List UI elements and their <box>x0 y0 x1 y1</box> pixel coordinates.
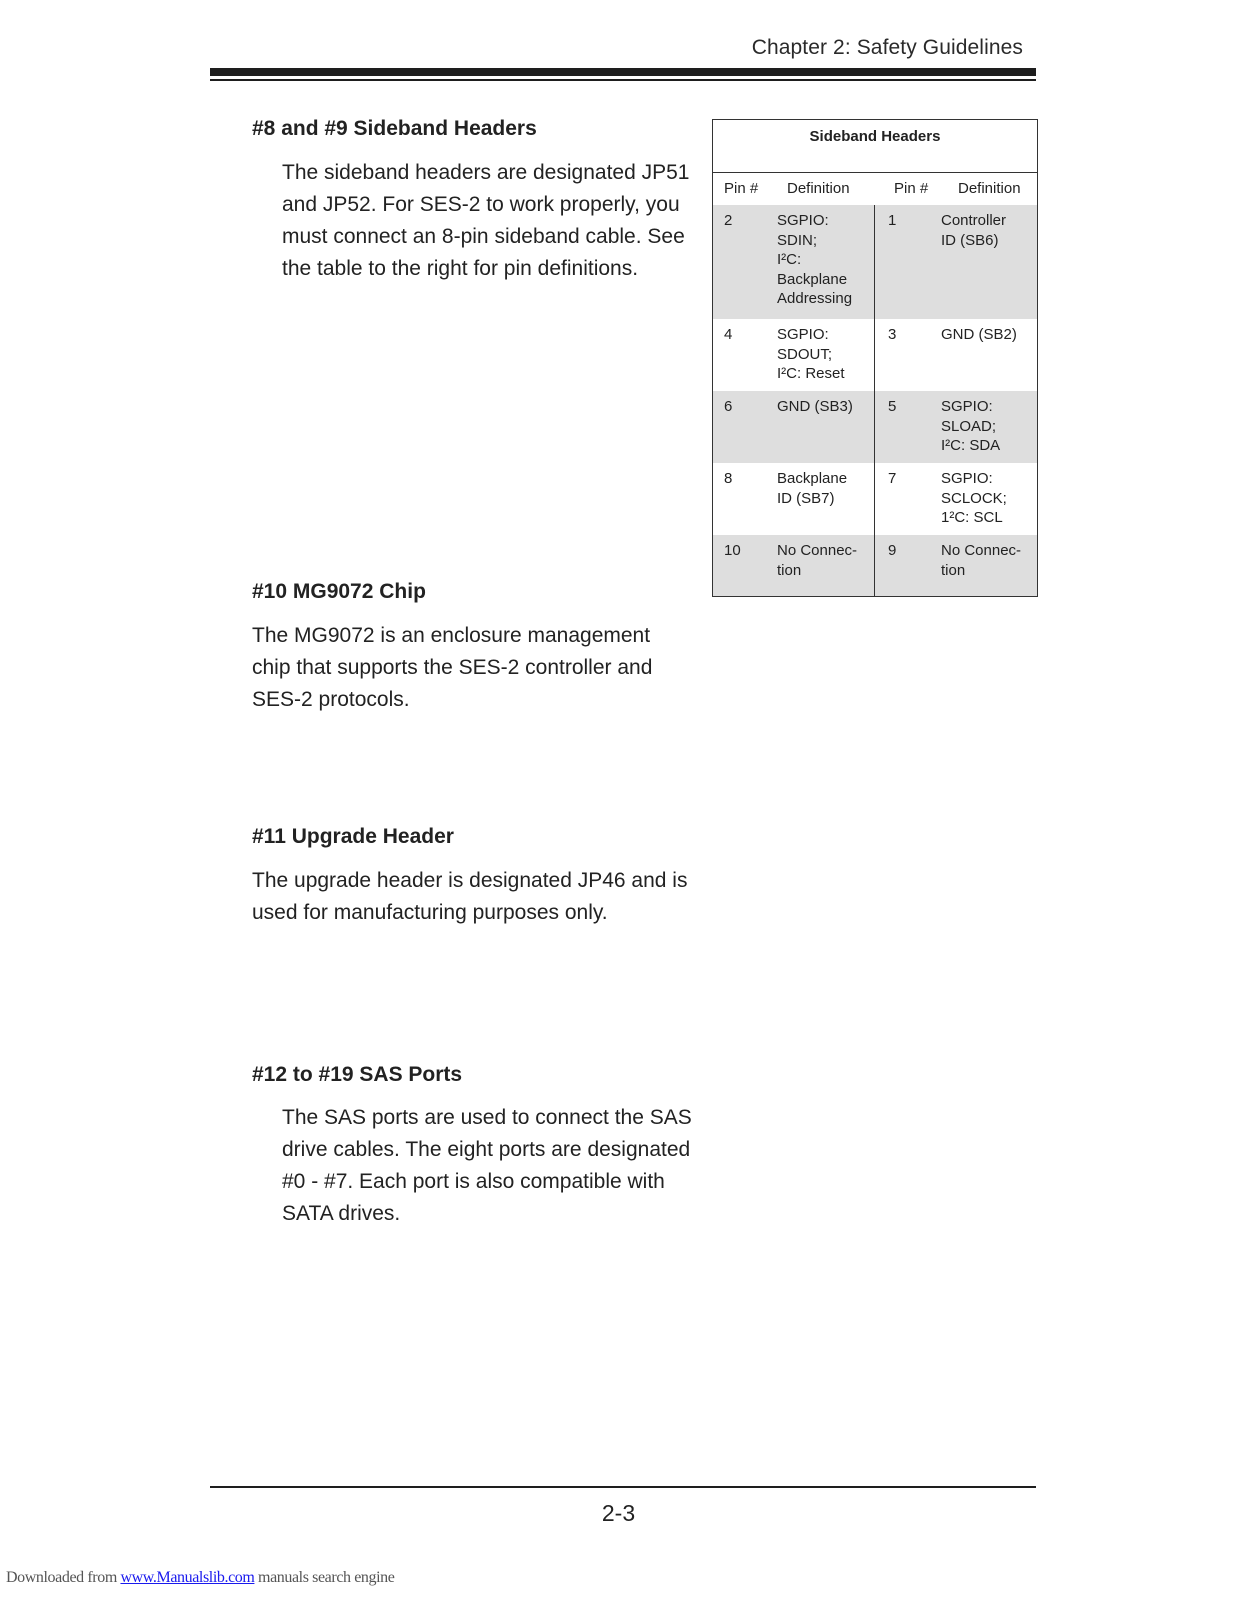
definition-cell <box>777 469 847 508</box>
body-line: The upgrade header is designated JP46 and is <box>252 869 688 892</box>
pin-number-cell: 10 <box>724 542 741 559</box>
table-row <box>713 391 1037 463</box>
section-title-sas-ports: #12 to #19 SAS Ports <box>252 1063 463 1086</box>
pin-number-cell: 1 <box>888 212 897 229</box>
manualslib-link[interactable]: www.Manualslib.com <box>120 1569 255 1586</box>
table-row <box>713 535 1037 596</box>
body-line: The MG9072 is an enclosure management <box>252 624 651 647</box>
pin-number-cell: 4 <box>724 326 733 343</box>
body-line: The SAS ports are used to connect the SAS <box>282 1106 692 1129</box>
pin-number-cell: 6 <box>724 398 733 415</box>
definition-cell <box>777 325 845 384</box>
definition-cell <box>941 397 1000 456</box>
section-title-upgrade-header: #11 Upgrade Header <box>252 825 454 848</box>
definition-line: Backplane <box>777 270 848 288</box>
pin-number-cell: 2 <box>724 212 733 229</box>
body-line: chip that supports the SES-2 controller and <box>252 656 653 679</box>
table-row <box>713 319 1037 391</box>
definition-cell <box>777 541 857 580</box>
column-header-pin-a: Pin # <box>724 180 759 197</box>
definition-line: ID (SB7) <box>777 489 835 507</box>
download-note-suffix: manuals search engine <box>254 1569 395 1586</box>
page-number: 2-3 <box>601 1500 636 1526</box>
download-note <box>6 1569 394 1587</box>
definition-cell <box>941 469 1007 528</box>
column-header-definition-b: Definition <box>958 180 1021 197</box>
body-line: and JP52. For SES-2 to work properly, you <box>282 193 680 216</box>
definition-line: SCLOCK; <box>941 489 1007 507</box>
pin-number-cell: 7 <box>888 470 897 487</box>
definition-line: Controller <box>941 212 1007 229</box>
definition-line: I²C: Reset <box>777 365 845 382</box>
section-body-upgrade-header <box>252 865 702 929</box>
table-title-rule <box>713 172 1037 173</box>
sideband-headers-table <box>712 119 1038 597</box>
definition-line: No Connec- <box>941 542 1022 559</box>
section-title-sideband-headers: #8 and #9 Sideband Headers <box>252 117 537 140</box>
table-row <box>713 463 1037 535</box>
header-rule-thick <box>210 68 1036 76</box>
table-column-divider <box>874 205 875 596</box>
footer-rule <box>210 1486 1036 1488</box>
section-body-sideband-headers <box>282 157 702 285</box>
section-title-mg9072-chip: #10 MG9072 Chip <box>252 580 426 603</box>
definition-line: tion <box>777 561 802 579</box>
body-line: SATA drives. <box>282 1202 401 1225</box>
definition-line: SGPIO: <box>777 326 829 343</box>
definition-line: ID (SB6) <box>941 231 999 249</box>
pin-number-cell: 8 <box>724 470 733 487</box>
chapter-header: Chapter 2: Safety Guidelines <box>751 36 1023 59</box>
column-header-pin-b: Pin # <box>894 180 929 197</box>
definition-line: SLOAD; <box>941 417 997 435</box>
definition-cell <box>941 541 1021 580</box>
body-line: used for manufacturing purposes only. <box>252 901 608 924</box>
definition-line: I²C: <box>777 251 802 268</box>
body-line: the table to the right for pin definitions. <box>282 257 639 280</box>
pin-number-cell: 9 <box>888 542 897 559</box>
definition-cell <box>941 211 1006 250</box>
definition-line: SDOUT; <box>777 345 833 363</box>
definition-line: SDIN; <box>777 231 818 249</box>
definition-line: GND (SB2) <box>941 326 1017 343</box>
definition-cell <box>777 211 852 309</box>
body-line: drive cables. The eight ports are designated <box>282 1138 691 1161</box>
body-line: SES-2 protocols. <box>252 688 410 711</box>
download-note-prefix: Downloaded from <box>6 1569 121 1586</box>
column-header-definition-a: Definition <box>787 180 850 197</box>
definition-line: Backplane <box>777 470 848 487</box>
table-title: Sideband Headers <box>809 128 941 145</box>
definition-line: I²C: SDA <box>941 437 1001 454</box>
pin-number-cell: 3 <box>888 326 897 343</box>
table-row <box>713 205 1037 319</box>
body-line: #0 - #7. Each port is also compatible with <box>282 1170 665 1193</box>
definition-line: tion <box>941 561 966 579</box>
definition-line: SGPIO: <box>941 470 993 487</box>
definition-line: GND (SB3) <box>777 398 853 415</box>
definition-line: SGPIO: <box>777 212 829 229</box>
section-body-sas-ports <box>282 1102 702 1230</box>
pin-number-cell: 5 <box>888 398 897 415</box>
section-body-mg9072-chip <box>252 620 702 716</box>
definition-line: No Connec- <box>777 542 858 559</box>
definition-cell <box>941 325 1017 345</box>
definition-line: SGPIO: <box>941 398 993 415</box>
definition-line: Addressing <box>777 290 853 307</box>
body-line: must connect an 8-pin sideband cable. See <box>282 225 685 248</box>
definition-line: 1²C: SCL <box>941 509 1003 526</box>
body-line: The sideband headers are designated JP51 <box>282 161 690 184</box>
header-rule-thin <box>210 79 1036 81</box>
definition-cell <box>777 397 853 417</box>
